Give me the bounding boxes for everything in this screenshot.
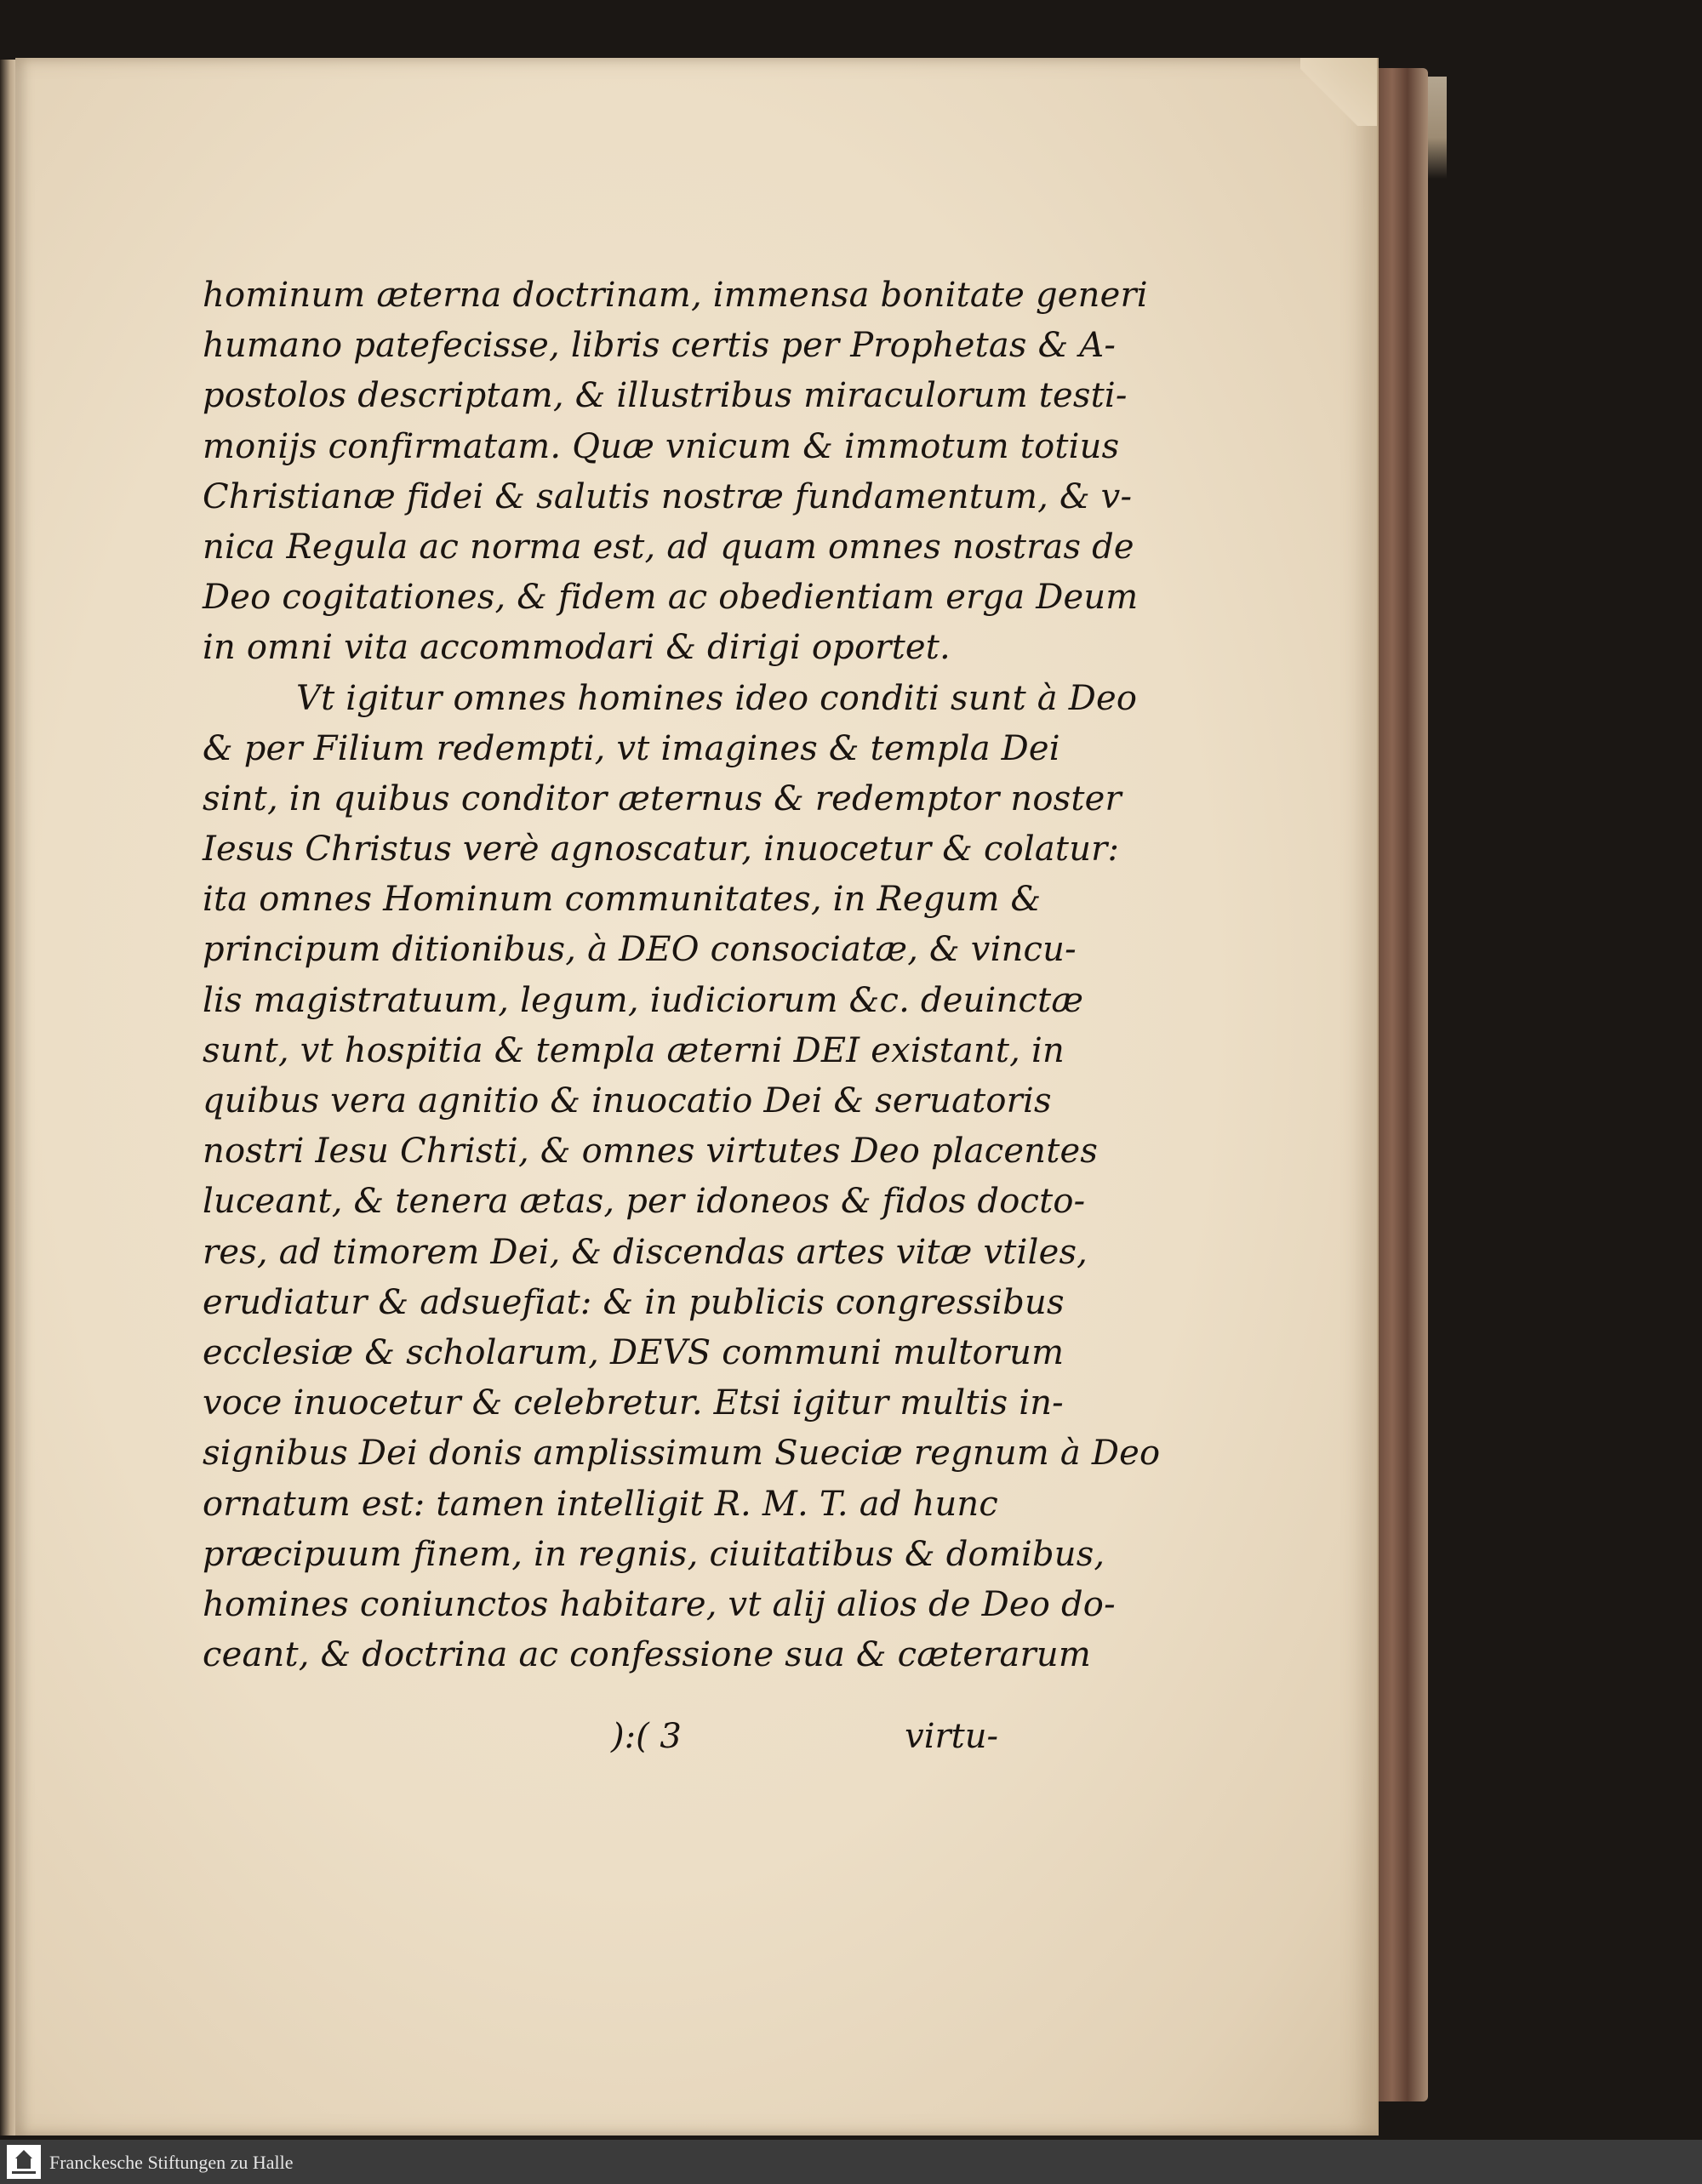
paragraph-first-line: Vt igitur omnes homines ideo conditi sunt à Deo	[296, 678, 1138, 718]
text-line: luceant, & tenera ætas, per idoneos & fidos docto-	[203, 1182, 1086, 1222]
text-line: homines coniunctos habitare, vt alij alios de Deo do-	[203, 1584, 1116, 1624]
text-line: hominum æterna doctrinam, immensa bonitate generi	[203, 276, 1148, 315]
text-line: postolos descriptam, & illustribus miraculorum testi-	[203, 376, 1128, 416]
folded-corner	[1300, 58, 1377, 126]
body-text	[203, 271, 1161, 1680]
text-line: sunt, vt hospitia & templa æterni DEI existant, in	[203, 1030, 1065, 1070]
text-line: nostri Iesu Christi, & omnes virtutes Deo placentes	[203, 1132, 1099, 1172]
text-line: Iesus Christus verè agnoscatur, inuocetur & colatur:	[203, 830, 1120, 870]
text-line: ita omnes Hominum communitates, in Regum &	[203, 880, 1042, 920]
text-line: erudiatur & adsuefiat: & in publicis congressibus	[203, 1282, 1065, 1322]
text-line: lis magistratuum, legum, iudiciorum &c. deuinctæ	[203, 980, 1084, 1020]
text-line: & per Filium redempti, vt imagines & templa Dei	[203, 728, 1060, 768]
footer-bar	[0, 2140, 1702, 2184]
text-line: voce inuocetur & celebretur. Etsi igitur multis in-	[203, 1383, 1064, 1423]
signature-mark: ):( 3	[611, 1717, 682, 1756]
text-line: quibus vera agnitio & inuocatio Dei & seruatoris	[203, 1081, 1052, 1121]
text-line: Christianæ fidei & salutis nostræ fundamentum, & v-	[203, 476, 1133, 516]
text-line: Deo cogitationes, & fidem ac obedientiam erga Deum	[203, 578, 1139, 618]
text-line: ceant, & doctrina ac confessione sua & cæterarum	[203, 1635, 1091, 1675]
text-line: principum ditionibus, à DEO consociatæ, & vincu-	[203, 930, 1077, 970]
book-binding	[1377, 68, 1428, 2101]
institution-name: Franckesche Stiftungen zu Halle	[49, 2152, 294, 2173]
text-line: humano patefecisse, libris certis per Prophetas & A-	[203, 326, 1117, 366]
text-line: monijs confirmatam. Quæ vnicum & immotum totius	[203, 426, 1120, 466]
page-foot	[203, 1717, 998, 1768]
text-line: ornatum est: tamen intelligit R. M. T. ad hunc	[203, 1484, 998, 1524]
text-line: signibus Dei donis amplissimum Sueciæ regnum à Deo	[203, 1434, 1161, 1474]
text-line: præcipuum finem, in regnis, ciuitatibus & domibus,	[203, 1534, 1105, 1574]
text-line: ecclesiæ & scholarum, DEVS communi multorum	[203, 1332, 1065, 1372]
text-line: res, ad timorem Dei, & discendas artes vitæ vtiles,	[203, 1232, 1088, 1272]
text-line: nica Regula ac norma est, ad quam omnes nostras de	[203, 527, 1134, 567]
text-line: sint, in quibus conditor æternus & redemptor noster	[203, 778, 1122, 818]
catchword: virtu-	[905, 1717, 998, 1756]
previous-page-edge	[0, 60, 17, 2136]
text-line: in omni vita accommodari & dirigi oportet.	[203, 628, 951, 668]
institution-logo-icon	[7, 2145, 41, 2179]
